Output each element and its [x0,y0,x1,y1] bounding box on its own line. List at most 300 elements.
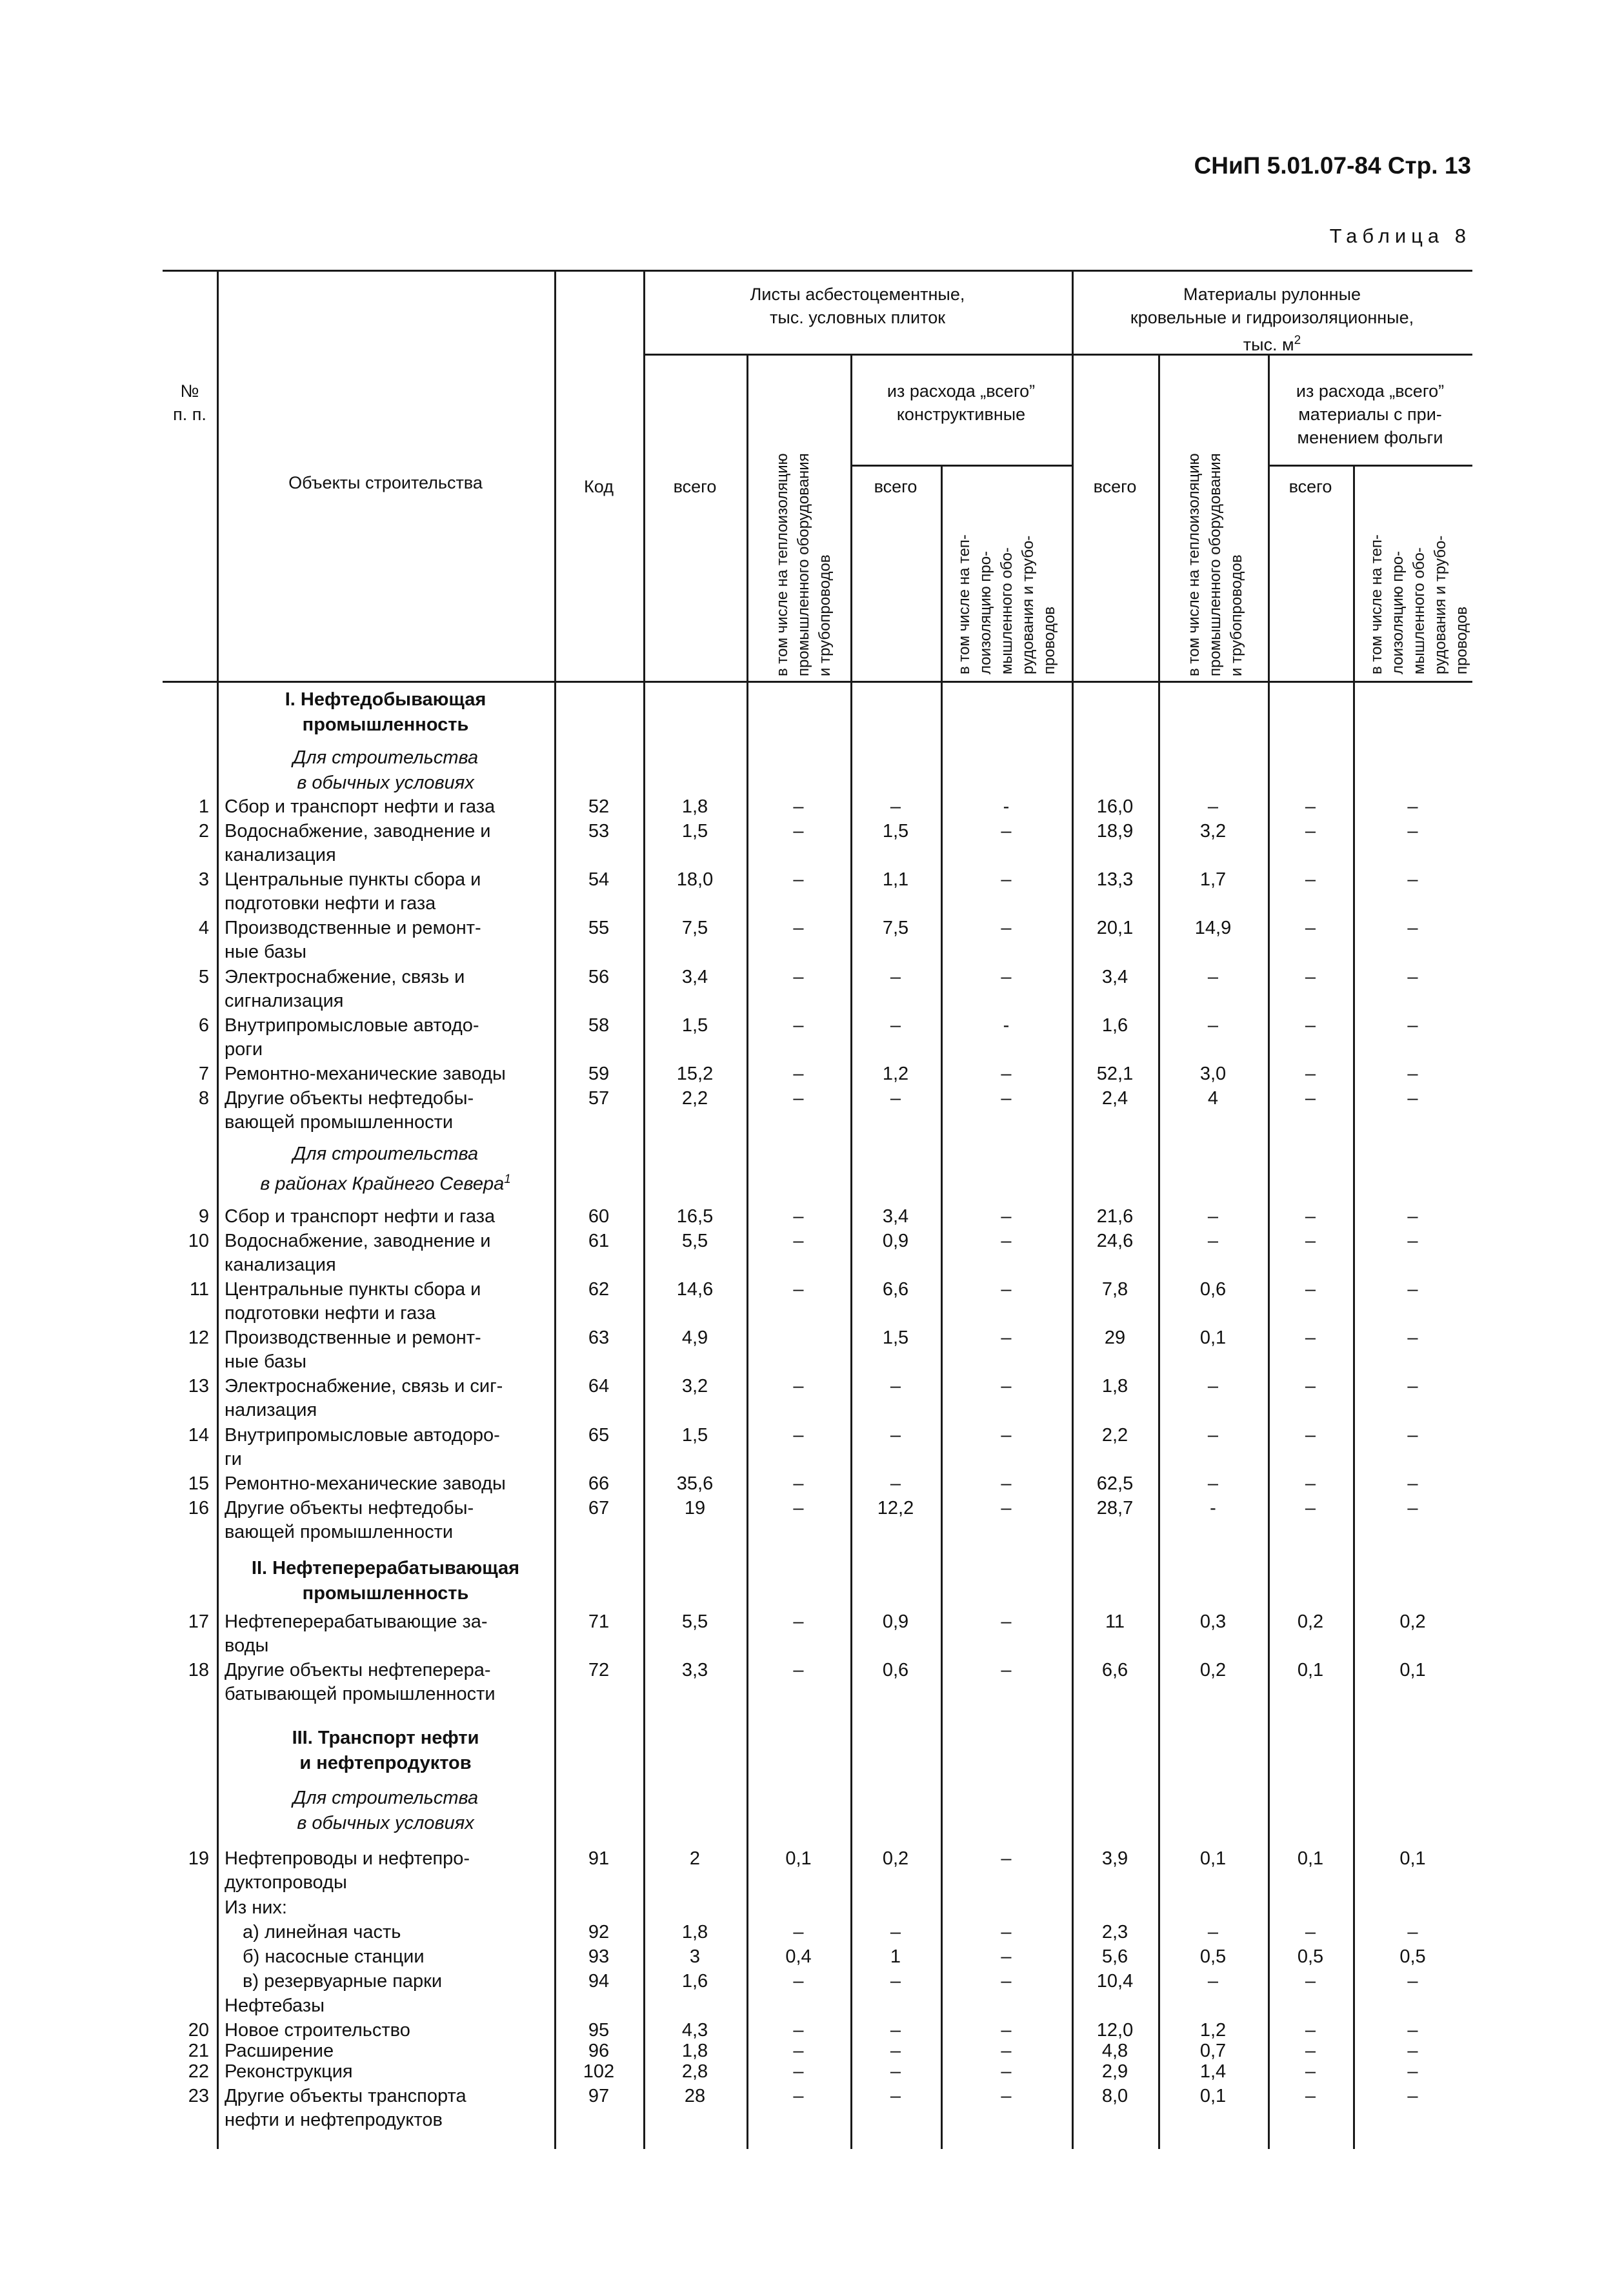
row-value: – [1407,918,1418,938]
row-value: 28 [684,2086,706,2106]
row-number: 8 [198,1088,209,1109]
row-value: – [1001,2020,1012,2041]
header-roll-included: и трубопроводов [1228,554,1245,676]
row-object-name: Нефтепроводы и нефтепро- [225,1848,470,1869]
row-value: – [793,1660,804,1680]
row-value: 2,2 [1101,1425,1128,1446]
row-code: 52 [588,796,610,817]
row-value: 0,1 [1399,1660,1426,1680]
row-value: – [1207,1425,1219,1446]
row-value: – [1001,1206,1012,1227]
row-value: 29 [1104,1327,1126,1348]
row-code: 95 [588,2020,610,2041]
row-value: – [793,1611,804,1632]
row-code: 57 [588,1088,610,1109]
row-value: – [1207,1971,1219,1992]
row-value: – [1305,821,1316,842]
row-number: 23 [188,2086,209,2106]
row-value: – [1207,1231,1219,1251]
row-value: – [793,1498,804,1518]
row-object-name: Производственные и ремонт- [225,918,481,938]
header-asbestos-constr-included: в том числе на теп- [956,534,973,674]
row-value: 0,1 [1199,2086,1227,2106]
header-roll-foil: из расхода „всего” [1296,381,1445,401]
header-asbestos-included: и трубопроводов [816,554,834,676]
section-title: II. Нефтеперерабатывающая [251,1558,520,1579]
row-value: – [1407,1327,1418,1348]
column-line [941,465,943,2149]
row-object-name: сигнализация [225,991,344,1011]
row-object-name: нефти и нефтепродуктов [225,2110,443,2130]
row-value: – [890,967,901,987]
column-line [1353,465,1355,2149]
row-object-name: роги [225,1039,263,1060]
row-number: 4 [198,918,209,938]
row-object-name: воды [225,1635,269,1656]
row-value: – [890,2041,901,2061]
section-title: III. Транспорт нефти [292,1728,479,1748]
row-code: 56 [588,967,610,987]
header-asbestos-constr-total: всего [874,477,917,496]
row-object-name: подготовки нефти и газа [225,893,436,914]
row-code: 72 [588,1660,610,1680]
row-object-name: Нефтебазы [225,1995,325,2016]
row-value: 1,8 [681,2041,708,2061]
row-value: 24,6 [1096,1231,1134,1251]
header-roll-foil-included: лоизоляцию про- [1389,550,1407,674]
row-value: – [1305,1064,1316,1084]
row-value: – [1207,1206,1219,1227]
row-object-name: Новое строительство [225,2020,410,2041]
row-code: 96 [588,2041,610,2061]
row-value: 6,6 [1101,1660,1128,1680]
row-value: 1,8 [681,796,708,817]
row-value: – [890,1015,901,1036]
row-value: 0,2 [1199,1660,1227,1680]
rule-line [163,681,1472,683]
row-value: – [890,2086,901,2106]
unit-superscript: 2 [1294,334,1301,347]
row-value: 5,6 [1101,1946,1128,1967]
header-asbestos-constructive: конструктивные [896,405,1026,424]
row-object-name: Сбор и транспорт нефти и газа [225,796,496,817]
row-code: 53 [588,821,610,842]
row-object-name: Ремонтно-механические заводы [225,1064,506,1084]
row-value: – [1207,1473,1219,1494]
row-object-name: Водоснабжение, заводнение и [225,1231,491,1251]
row-value: – [793,967,804,987]
row-value: 14,6 [676,1279,714,1300]
row-value: 8,0 [1101,2086,1128,2106]
row-value: – [890,1376,901,1397]
row-value: – [1407,1015,1418,1036]
row-number: 6 [198,1015,209,1036]
row-object-name: Другие объекты нефтеперера- [225,1660,491,1680]
header-objects: Объекты строительства [288,473,483,492]
header-roll-foil-included: мышленного обо- [1410,547,1428,674]
header-number: № [180,381,199,401]
row-value: – [1305,1015,1316,1036]
row-code: 102 [583,2061,615,2082]
row-value: – [1001,967,1012,987]
header-roll-included: в том числе на теплоизоляцию [1185,453,1203,676]
row-value: – [1407,2086,1418,2106]
row-code: 94 [588,1971,610,1992]
row-value: – [1305,1425,1316,1446]
row-value: - [1003,796,1010,817]
row-value: 4,3 [681,2020,708,2041]
row-value: – [793,821,804,842]
row-value: 1,5 [681,1015,708,1036]
header-roll-foil-included: рудования и трубо- [1432,535,1449,674]
row-value: 3,4 [1101,967,1128,987]
header-roll-foil-included: в том числе на теп- [1368,534,1385,674]
row-number: 9 [198,1206,209,1227]
row-value: 1,4 [1199,2061,1227,2082]
row-object-name: вающей промышленности [225,1522,454,1542]
row-value: – [1407,967,1418,987]
row-value: 16,5 [676,1206,714,1227]
row-value: – [793,918,804,938]
row-value: 52,1 [1096,1064,1134,1084]
row-value: – [1305,1088,1316,1109]
row-object-name: Внутрипромысловые автодо- [225,1015,479,1036]
row-value: 12,0 [1096,2020,1134,2041]
row-number: 20 [188,2020,209,2041]
row-value: 20,1 [1096,918,1134,938]
row-value: – [1001,821,1012,842]
section-subtitle: в обычных условиях [297,772,474,793]
row-object-name: Сбор и транспорт нефти и газа [225,1206,496,1227]
row-value: – [1001,1971,1012,1992]
row-value: 2 [689,1848,701,1869]
row-value: 3,4 [681,967,708,987]
row-value: 1,2 [1199,2020,1227,2041]
row-number: 5 [198,967,209,987]
row-value: 13,3 [1096,869,1134,890]
row-value: – [1407,1971,1418,1992]
row-value: 0,1 [1297,1660,1324,1680]
row-value: – [793,1088,804,1109]
row-value: – [1305,2020,1316,2041]
row-value: – [1001,1498,1012,1518]
row-value: 21,6 [1096,1206,1134,1227]
row-value: – [793,1473,804,1494]
header-asbestos-constr-included: рудования и трубо- [1019,535,1037,674]
row-value: – [793,2041,804,2061]
header-asbestos-group: Листы асбестоцементные, [750,285,965,304]
row-value: 1,5 [681,1425,708,1446]
row-value: – [1001,1946,1012,1967]
row-object-name: вающей промышленности [225,1112,454,1133]
row-value: 0,5 [1297,1946,1324,1967]
row-number: 16 [188,1498,209,1518]
row-number: 7 [198,1064,209,1084]
header-roll-foil: менением фольги [1297,428,1443,447]
row-code: 91 [588,1848,610,1869]
row-value: 0,1 [1199,1848,1227,1869]
row-object-name: Производственные и ремонт- [225,1327,481,1348]
table-label: Таблица 8 [1329,225,1471,247]
row-value: - [1003,1015,1010,1036]
row-object-name: в) резервуарные парки [243,1971,443,1992]
row-value: 6,6 [882,1279,909,1300]
row-value: 1,5 [882,821,909,842]
row-code: 64 [588,1376,610,1397]
row-value: 3,9 [1101,1848,1128,1869]
header-roll-group: Материалы рулонные [1183,285,1361,304]
section-subtitle: в районах Крайнего Севера$^1$ [260,1173,511,1195]
header-asbestos-included: в том числе на теплоизоляцию [774,453,791,676]
row-value: 0,2 [882,1848,909,1869]
row-value: 4,8 [1101,2041,1128,2061]
row-value: – [1407,1231,1418,1251]
row-value: – [890,1425,901,1446]
row-value: – [1001,1473,1012,1494]
row-number: 3 [198,869,209,890]
row-value: – [1207,967,1219,987]
row-code: 92 [588,1922,610,1942]
row-value: 35,6 [676,1473,714,1494]
section-subtitle: Для строительства [292,1144,479,1164]
row-value: – [1207,1015,1219,1036]
row-value: 1 [890,1946,901,1967]
row-object-name: ные базы [225,1351,306,1372]
row-value: – [1305,796,1316,817]
section-title: промышленность [302,714,469,735]
row-value: – [1001,1611,1012,1632]
row-value: 4 [1207,1088,1219,1109]
row-value: – [1407,1064,1418,1084]
row-code: 61 [588,1231,610,1251]
section-subtitle: Для строительства [292,1788,479,1808]
row-value: – [1407,2041,1418,2061]
row-value: 7,8 [1101,1279,1128,1300]
row-object-name: Нефтеперерабатывающие за- [225,1611,488,1632]
row-value: – [1001,1064,1012,1084]
row-value: – [793,1971,804,1992]
section-subtitle: Для строительства [292,747,479,768]
row-object-name: Водоснабжение, заводнение и [225,821,491,842]
row-value: – [1001,1660,1012,1680]
row-code: 55 [588,918,610,938]
row-value: 0,5 [1199,1946,1227,1967]
row-number: 15 [188,1473,209,1494]
row-value: – [1001,1848,1012,1869]
row-value: – [1407,1922,1418,1942]
row-object-name: Реконструкция [225,2061,353,2082]
section-title: I. Нефтедобывающая [285,689,486,710]
row-value: 11 [1105,1611,1125,1632]
row-value: 0,2 [1399,1611,1426,1632]
footnote-mark: 1 [504,1173,511,1186]
row-number: 12 [188,1327,209,1348]
row-number: 18 [188,1660,209,1680]
row-code: 67 [588,1498,610,1518]
row-value: – [793,1425,804,1446]
row-code: 58 [588,1015,610,1036]
row-object-name: Центральные пункты сбора и [225,869,481,890]
row-number: 14 [188,1425,209,1446]
row-value: – [890,1088,901,1109]
row-code: 60 [588,1206,610,1227]
header-asbestos-constr-included: мышленного обо- [998,547,1016,674]
row-value: 7,5 [681,918,708,938]
row-value: 0,9 [882,1611,909,1632]
rule-line [163,270,1472,272]
header-asbestos-constructive: из расхода „всего” [887,381,1036,401]
header-asbestos-constr-included: проводов [1041,606,1058,674]
row-value: – [1305,1279,1316,1300]
row-number: 11 [189,1279,209,1300]
row-value: – [1305,1971,1316,1992]
row-value: 1,5 [681,821,708,842]
row-value: 0,7 [1199,2041,1227,2061]
row-value: – [1407,1498,1418,1518]
row-object-name: Другие объекты нефтедобы- [225,1498,474,1518]
row-value: 3,2 [681,1376,708,1397]
row-value: – [1305,918,1316,938]
row-value: – [1407,2061,1418,2082]
row-value: 19 [684,1498,706,1518]
row-value: – [890,1922,901,1942]
row-object-name: канализация [225,845,336,865]
row-value: – [1001,2041,1012,2061]
row-code: 71 [588,1611,610,1632]
row-code: 54 [588,869,610,890]
row-value: – [1001,2086,1012,2106]
row-value: – [1305,869,1316,890]
row-object-name: Расширение [225,2041,334,2061]
row-value: – [793,1279,804,1300]
row-value: 10,4 [1096,1971,1134,1992]
row-value: – [1407,1376,1418,1397]
row-value: – [1305,1327,1316,1348]
row-value: – [1305,1473,1316,1494]
row-value: 3,3 [681,1660,708,1680]
row-value: 1,8 [681,1922,708,1942]
row-value: – [1305,2041,1316,2061]
row-value: – [1001,2061,1012,2082]
rule-line [643,354,1072,356]
section-subtitle: в обычных условиях [297,1813,474,1833]
row-code: 65 [588,1425,610,1446]
row-value: 2,2 [681,1088,708,1109]
row-value: 1,6 [1101,1015,1128,1036]
row-value: 4,9 [681,1327,708,1348]
row-value: – [793,1376,804,1397]
row-value: 14,9 [1194,918,1232,938]
row-value: 1,1 [882,869,909,890]
row-value: – [1407,1088,1418,1109]
row-value: 1,6 [681,1971,708,1992]
row-value: – [793,1015,804,1036]
row-value: – [1305,2061,1316,2082]
row-object-name: Ремонтно-механические заводы [225,1473,506,1494]
row-value: – [1407,1425,1418,1446]
row-object-name: б) насосные станции [243,1946,425,1967]
row-value: 0,1 [1199,1327,1227,1348]
row-object-name: ные базы [225,942,306,962]
row-value: 1,8 [1101,1376,1128,1397]
row-number: 10 [188,1231,209,1251]
row-value: 3,4 [882,1206,909,1227]
row-number: 22 [188,2061,209,2082]
row-value: – [793,2086,804,2106]
header-roll-total: всего [1093,477,1137,496]
row-value: 0,2 [1297,1611,1324,1632]
row-value: 1,5 [882,1327,909,1348]
row-value: – [1001,1327,1012,1348]
row-value: 0,1 [1399,1848,1426,1869]
row-value: 12,2 [877,1498,914,1518]
row-number: 19 [188,1848,209,1869]
row-value: 0,5 [1399,1946,1426,1967]
row-value: – [1207,1376,1219,1397]
row-value: – [793,1206,804,1227]
row-value: – [1407,2020,1418,2041]
header-number: п. п. [173,405,206,424]
row-code: 97 [588,2086,610,2106]
row-object-name: Электроснабжение, связь и [225,967,465,987]
row-value: – [1001,1376,1012,1397]
section-title: промышленность [302,1583,469,1604]
row-code: 59 [588,1064,610,1084]
row-number: 13 [188,1376,209,1397]
row-value: 0,1 [1297,1848,1324,1869]
row-number: 17 [188,1611,209,1632]
row-value: – [1407,821,1418,842]
row-object-name: Центральные пункты сбора и [225,1279,481,1300]
row-value: – [1207,796,1219,817]
row-value: 2,8 [681,2061,708,2082]
row-value: – [1001,918,1012,938]
row-object-name: Другие объекты нефтедобы- [225,1088,474,1109]
row-value: 3,0 [1199,1064,1227,1084]
row-value: – [793,1064,804,1084]
row-value: 0,4 [785,1946,812,1967]
row-value: - [1210,1498,1216,1518]
row-value: 3 [689,1946,701,1967]
row-value: – [1407,869,1418,890]
page-header: СНиП 5.01.07-84 Стр. 13 [1194,152,1471,179]
row-number: 21 [188,2041,209,2061]
row-value: 7,5 [882,918,909,938]
row-value: – [793,1922,804,1942]
row-value: – [890,2061,901,2082]
rule-line [1268,465,1472,467]
row-code: 93 [588,1946,610,1967]
row-value: 0,6 [1199,1279,1227,1300]
row-value: 2,9 [1101,2061,1128,2082]
header-asbestos-total: всего [673,477,717,496]
row-object-name: Внутрипромысловые автодоро- [225,1425,500,1446]
row-value: 3,2 [1199,821,1227,842]
row-value: 2,3 [1101,1922,1128,1942]
header-asbestos-included: промышленного оборудования [795,453,812,676]
row-value: 15,2 [676,1064,714,1084]
row-value: – [793,869,804,890]
row-value: 0,1 [785,1848,812,1869]
header-roll-foil-included: проводов [1453,606,1470,674]
row-object-name: ги [225,1449,242,1469]
row-value: 0,6 [882,1660,909,1680]
row-value: – [1207,1922,1219,1942]
row-value: – [1305,2086,1316,2106]
row-value: – [1001,1279,1012,1300]
row-code: 66 [588,1473,610,1494]
row-object-name: Из них: [225,1897,287,1918]
